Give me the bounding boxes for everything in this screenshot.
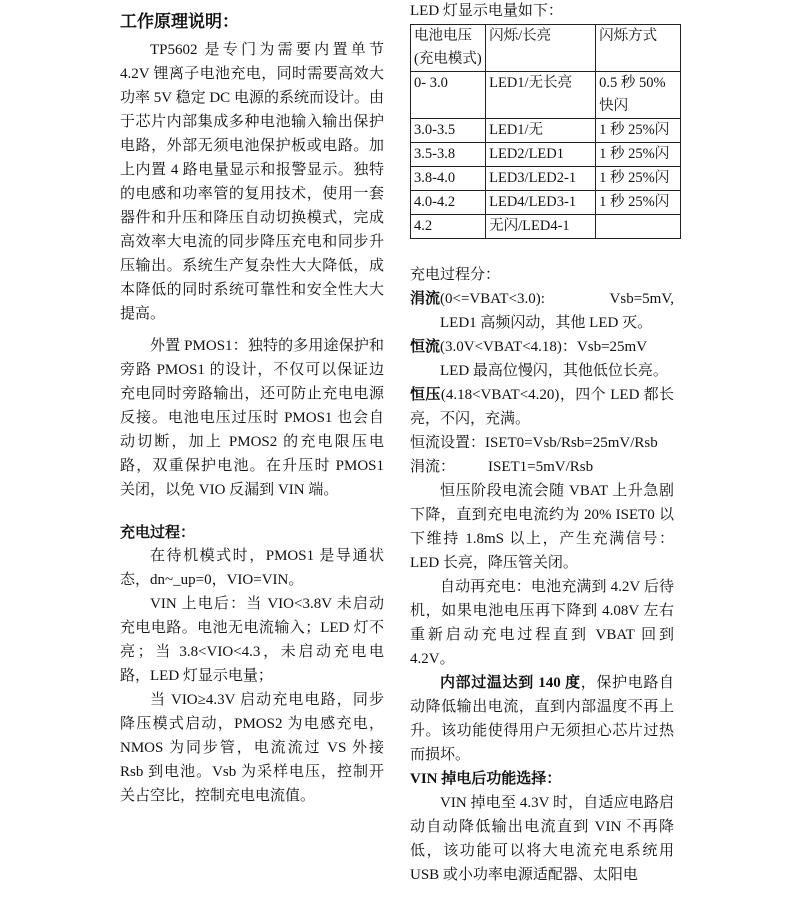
table-header-cell: 闪烁/长亮 [486, 25, 596, 72]
table-header-cell: 电池电压(充电模式) [411, 25, 486, 72]
trickle-line [410, 287, 674, 311]
cv-line [410, 383, 674, 431]
table-cell: 4.2 [411, 215, 486, 239]
table-cell: LED1/无 [486, 119, 596, 143]
table-cell: LED1/无长亮 [486, 72, 596, 119]
paragraph-vin-drop: VIN 掉电至 4.3V 时，自适应电路启动自动降低输出电流直到 VIN 不再降低，该功能可以将大电流充电系统用 USB 或小功率电源适配器、太阳电 [410, 795, 674, 883]
table-cell: LED3/LED2-1 [486, 167, 596, 191]
table-cell: 4.0-4.2 [411, 191, 486, 215]
trickle-condition: (0<=VBAT<3.0): [440, 291, 545, 307]
table-cell: 3.5-3.8 [411, 143, 486, 167]
paragraph-cv-stage: 恒压阶段电流会随 VBAT 上升急剧下降，直到充电电流约为 20% ISET0 以下维持 1.8mS 以上，产生充满信号：LED 长亮，降压管关闭。 [410, 483, 674, 571]
table-cell: LED4/LED3-1 [486, 191, 596, 215]
table-cell: 1 秒 25%闪 [596, 191, 681, 215]
table-header-cell: 闪烁方式 [596, 25, 681, 72]
cc-condition: (3.0V<VBAT<4.18)：Vsb=25mV [440, 339, 648, 355]
table-cell: 1 秒 25%闪 [596, 143, 681, 167]
cc-line [410, 335, 674, 359]
cv-label: 恒压 [410, 387, 441, 403]
cc-label: 恒流 [410, 339, 441, 355]
section-title-vin: VIN 掉电后功能选择： [410, 771, 562, 787]
table-cell: 1 秒 25%闪 [596, 167, 681, 191]
iset0-line: 恒流设置：ISET0=Vsb/Rsb=25mV/Rsb [410, 435, 658, 451]
section-title-charging: 充电过程： [120, 523, 196, 541]
led-table [410, 24, 681, 239]
thermal-text: ，保护电路自动降低输出电流，直到内部温度不再上升。该功能使得用户无须担心芯片过热而损坏。 [410, 675, 674, 763]
table-cell: 3.0-3.5 [411, 119, 486, 143]
iset1-line [410, 455, 674, 479]
table-cell: 1 秒 25%闪 [596, 119, 681, 143]
cv-text: (4.18<VBAT<4.20)，四个 LED 都长亮，不闪，充满。 [410, 387, 674, 427]
table-cell: LED2/LED1 [486, 143, 596, 167]
paragraph-recharge: 自动再充电：电池充满到 4.2V 后待机，如果电池电压再下降到 4.08V 左右重新启动充电过程直到 VBAT 回到 4.2V。 [410, 579, 674, 667]
left-column [120, 0, 384, 808]
trickle-vsb: Vsb=5mV, [609, 291, 674, 307]
paragraph-thermal [410, 671, 674, 767]
table-row [411, 215, 681, 239]
right-column [410, 0, 674, 887]
trickle-label: 涓流 [410, 291, 441, 307]
table-row [411, 191, 681, 215]
paragraph-buck-start: 当 VIO≥4.3V 启动充电电路，同步降压模式启动，PMOS2 为电感充电，NMOS 为同步管，电流流过 VS 外接 Rsb 到电池。Vsb 为采样电压，控制开关占空比，控制充电电流值。 [120, 692, 384, 804]
table-cell: 3.8-4.0 [411, 167, 486, 191]
thermal-bold-text: 内部过温达到 140 度 [440, 675, 581, 691]
table-row [411, 72, 681, 119]
table-row [411, 167, 681, 191]
trickle-led-text: LED1 高频闪动，其他 LED 灭。 [440, 315, 653, 331]
table-cell: 无闪/LED4-1 [486, 215, 596, 239]
paragraph-vin-power-on: VIN 上电后：当 VIO<3.8V 未启动充电电路。电池无电流输入；LED 灯不亮；当 3.8<VIO<4.3，未启动充电电路，LED 灯显示电量； [120, 596, 384, 684]
table-header-row [411, 25, 681, 72]
iset1-label: 涓流： [410, 459, 456, 475]
section-title-principle: 工作原理说明： [120, 12, 239, 32]
table-cell: 0.5 秒 50%快闪 [596, 72, 681, 119]
table-row [411, 119, 681, 143]
iset1-value: ISET1=5mV/Rsb [488, 459, 594, 475]
cc-led-text: LED 最高位慢闪，其他低位长亮。 [440, 363, 668, 379]
paragraph-standby: 在待机模式时，PMOS1 是导通状态，dn~_up=0，VIO=VIN。 [120, 548, 384, 588]
table-cell [596, 215, 681, 239]
table-row [411, 143, 681, 167]
table-caption: LED 灯显示电量如下： [410, 3, 563, 19]
paragraph-pmos1: 外置 PMOS1：独特的多用途保护和旁路 PMOS1 的设计，不仅可以保证边充电同时旁路输出，还可防止充电电源反接。电池电压过压时 PMOS1 也会自动切断，加上 PMOS2 的充电限压电路，双重保护电池。在升压时 PMOS1 关闭，以免 VIO 反漏到 VIN 端。 [120, 338, 384, 498]
stages-intro: 充电过程分： [410, 267, 501, 283]
table-cell: 0- 3.0 [411, 72, 486, 119]
paragraph-overview: TP5602 是专门为需要内置单节 4.2V 锂离子电池充电，同时需要高效大功率 5V 稳定 DC 电源的系统而设计。由于芯片内部集成多种电池输入输出保护电路，外部无须电池保护板或电路。加上内置 4 路电量显示和报警显示。独特的电感和功率管的复用技术，使用一套器件和升压和降压自动切换模式，完成高效率大电流的同步降压充电和同步升压输出。系统生产复杂性大大降低，成本降低的同时系统可靠性和安全性大大提高。 [120, 42, 384, 322]
